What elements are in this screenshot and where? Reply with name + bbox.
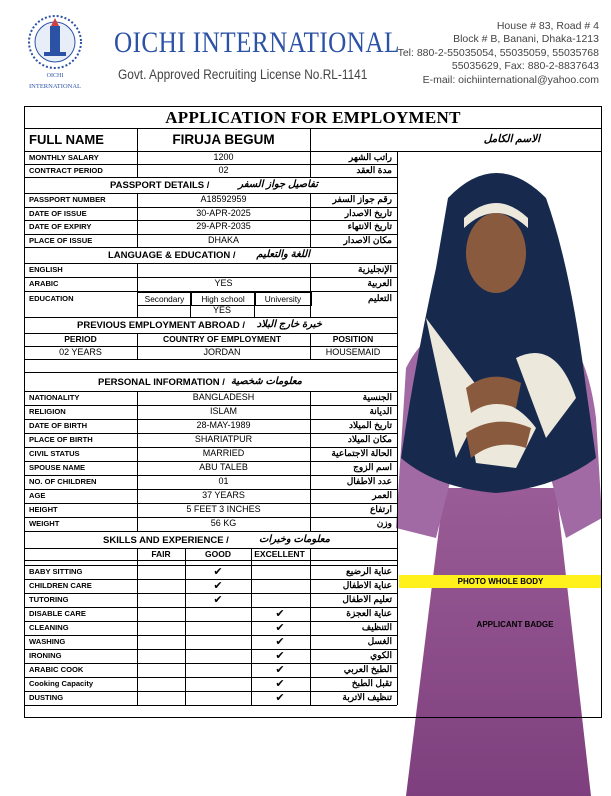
skill-col-header-2: EXCELLENT bbox=[254, 549, 305, 559]
address-line: House # 83, Road # 4 bbox=[496, 20, 599, 32]
passport-3-arabic: مكان الاصدار bbox=[343, 234, 392, 245]
company-address bbox=[359, 20, 599, 87]
language-1-arabic: العربية bbox=[367, 278, 392, 288]
skill-label-0: BABY SITTING bbox=[29, 567, 83, 576]
personal-9-label: WEIGHT bbox=[29, 519, 60, 528]
passport-2-value: 29-APR-2035 bbox=[196, 221, 251, 231]
passport-3-value: DHAKA bbox=[207, 234, 239, 245]
row-divider bbox=[24, 531, 397, 532]
prev-col-header-2: POSITION bbox=[332, 334, 374, 344]
skill-label-8: Cooking Capacity bbox=[29, 679, 94, 688]
address-line: Tel: 880-2-55035054, 55035059, 55035768 bbox=[397, 46, 599, 59]
col-divider bbox=[137, 193, 138, 247]
row-divider bbox=[24, 359, 397, 360]
svg-text:OICHI: OICHI bbox=[46, 73, 64, 79]
applicant-badge-label: APPLICANT BADGE bbox=[476, 620, 554, 629]
col-divider bbox=[254, 304, 255, 317]
passport-0-arabic: رقم جواز السفر bbox=[332, 194, 392, 204]
skill-check-icon-0: ✔ bbox=[213, 566, 223, 578]
language-section-arabic: اللغة والتعليم bbox=[256, 249, 310, 260]
personal-1-arabic: الديانة bbox=[369, 406, 392, 416]
personal-4-value: MARRIED bbox=[202, 448, 245, 458]
skill-check-icon-9: ✔ bbox=[275, 692, 285, 704]
col-divider bbox=[310, 391, 311, 531]
skill-arabic-8: تقبل الطبخ bbox=[351, 678, 392, 688]
col-divider bbox=[137, 548, 138, 705]
prev-employment-title: PREVIOUS EMPLOYMENT ABROAD / bbox=[77, 320, 246, 331]
company-logo bbox=[20, 6, 90, 94]
personal-1-label: RELIGION bbox=[29, 407, 66, 416]
personal-6-arabic: عدد الاطفال bbox=[346, 476, 392, 486]
personal-8-arabic: ارتفاع bbox=[369, 504, 392, 514]
passport-3-label: PLACE OF ISSUE bbox=[29, 235, 93, 245]
full-name-value: FIRUJA BEGUM bbox=[172, 132, 275, 147]
education-selected-value: YES bbox=[212, 305, 231, 315]
education-option-2: University bbox=[254, 292, 312, 306]
row-divider bbox=[24, 317, 397, 318]
skill-arabic-6: الكوي bbox=[370, 650, 392, 660]
basic-0-value: 1200 bbox=[213, 152, 234, 162]
passport-0-value: A18592959 bbox=[200, 194, 247, 204]
personal-4-arabic: الحالة الاجتماعية bbox=[331, 448, 392, 458]
row-divider bbox=[24, 372, 397, 373]
basic-1-value: 02 bbox=[218, 165, 229, 175]
col-divider bbox=[137, 151, 138, 177]
address-line: 55035629, Fax: 880-2-8837643 bbox=[451, 60, 599, 73]
row-divider bbox=[24, 177, 397, 178]
skill-col-header-0: FAIR bbox=[151, 549, 171, 559]
skill-col-header-1: GOOD bbox=[205, 549, 231, 559]
col-divider bbox=[310, 128, 311, 151]
skill-label-9: DUSTING bbox=[29, 693, 64, 702]
col-divider bbox=[397, 151, 398, 705]
passport-0-label: PASSPORT NUMBER bbox=[29, 195, 106, 204]
skill-arabic-9: تنظيف الاتربة bbox=[342, 692, 392, 702]
full-name-arabic: الاسم الكامل bbox=[483, 133, 540, 145]
prev-row-cell-0: 02 YEARS bbox=[59, 347, 102, 357]
passport-1-label: DATE OF ISSUE bbox=[29, 208, 87, 218]
language-1-label: ARABIC bbox=[29, 279, 59, 288]
form-title: APPLICATION FOR EMPLOYMENT bbox=[165, 108, 461, 127]
personal-2-label: DATE OF BIRTH bbox=[29, 421, 88, 430]
passport-2-arabic: تاريخ الانتهاء bbox=[347, 221, 392, 231]
skill-check-icon-6: ✔ bbox=[275, 650, 285, 662]
skill-check-icon-3: ✔ bbox=[275, 608, 285, 620]
personal-9-arabic: وزن bbox=[376, 518, 392, 528]
skill-arabic-7: الطبخ العربي bbox=[343, 664, 392, 674]
col-divider bbox=[185, 548, 186, 705]
personal-3-label: PLACE OF BIRTH bbox=[29, 435, 93, 444]
personal-2-arabic: تاريخ الميلاد bbox=[349, 420, 392, 430]
passport-1-value: 30-APR-2025 bbox=[196, 207, 251, 218]
skill-check-icon-7: ✔ bbox=[275, 664, 285, 676]
skills-section-title: SKILLS AND EXPERIENCE / bbox=[103, 535, 229, 546]
skills-section-arabic: معلومات وخبرات bbox=[259, 534, 330, 545]
skill-check-icon-1: ✔ bbox=[213, 580, 223, 592]
language-0-arabic: الإنجليزية bbox=[358, 264, 392, 274]
row-divider bbox=[24, 560, 397, 561]
skill-arabic-0: عناية الرضيع bbox=[345, 566, 392, 576]
personal-7-arabic: العمر bbox=[372, 490, 392, 500]
row-divider bbox=[24, 705, 397, 706]
education-option-1: High school bbox=[190, 292, 256, 306]
skill-arabic-5: الغسل bbox=[367, 636, 392, 646]
skill-label-3: DISABLE CARE bbox=[29, 609, 86, 618]
personal-4-label: CIVIL STATUS bbox=[29, 449, 80, 458]
skill-check-icon-5: ✔ bbox=[275, 636, 285, 648]
col-divider bbox=[310, 193, 311, 247]
col-divider bbox=[137, 128, 138, 151]
personal-7-label: AGE bbox=[29, 491, 46, 500]
prev-employment-arabic: خبرة خارج البلاد bbox=[256, 319, 322, 330]
row-divider bbox=[24, 128, 602, 129]
skill-check-icon-4: ✔ bbox=[275, 622, 285, 634]
personal-8-value: 5 FEET 3 INCHES bbox=[186, 504, 261, 514]
license-text: Govt. Approved Recruiting License No.RL-1141 bbox=[118, 67, 368, 82]
skill-arabic-2: تعليم الاطفال bbox=[342, 594, 392, 604]
education-arabic: التعليم bbox=[368, 293, 392, 303]
skill-label-4: CLEANING bbox=[29, 623, 69, 632]
address-line: Block # B, Banani, Dhaka-1213 bbox=[453, 33, 599, 46]
personal-5-arabic: اسم الزوج bbox=[353, 462, 392, 472]
personal-0-arabic: الجنسية bbox=[362, 392, 392, 402]
address-line: E-mail: oichiinternational@yahoo.com bbox=[422, 73, 599, 86]
personal-section-arabic: معلومات شخصية bbox=[230, 376, 302, 387]
personal-6-label: NO. OF CHILDREN bbox=[29, 477, 97, 486]
basic-0-label: MONTHLY SALARY bbox=[29, 153, 99, 162]
col-divider bbox=[310, 151, 311, 177]
col-divider bbox=[310, 333, 311, 359]
prev-col-header-0: PERIOD bbox=[64, 334, 97, 344]
col-divider bbox=[310, 263, 311, 317]
language-1-value: YES bbox=[214, 278, 233, 288]
skill-check-icon-8: ✔ bbox=[275, 678, 285, 690]
prev-col-header-1: COUNTRY OF EMPLOYMENT bbox=[162, 334, 282, 344]
prev-row-cell-1: JORDAN bbox=[203, 347, 241, 357]
skill-check-icon-2: ✔ bbox=[213, 594, 223, 606]
personal-5-label: SPOUSE NAME bbox=[29, 463, 86, 472]
personal-0-label: NATIONALITY bbox=[29, 393, 80, 402]
photo-label: PHOTO WHOLE BODY bbox=[399, 575, 602, 588]
col-divider bbox=[251, 548, 252, 705]
passport-section-arabic: تفاصيل جواز السفر bbox=[238, 179, 318, 190]
personal-5-value: ABU TALEB bbox=[199, 462, 248, 472]
skill-arabic-4: التنظيف bbox=[361, 622, 392, 632]
col-divider bbox=[137, 333, 138, 359]
col-divider bbox=[137, 391, 138, 531]
personal-7-value: 37 YEARS bbox=[202, 490, 245, 500]
basic-1-label: CONTRACT PERIOD bbox=[29, 166, 103, 175]
col-divider bbox=[310, 548, 311, 705]
basic-0-arabic: راتب الشهر bbox=[348, 152, 392, 162]
passport-1-arabic: تاريخ الاصدار bbox=[344, 207, 392, 218]
basic-1-arabic: مدة العقد bbox=[356, 165, 392, 175]
col-divider bbox=[137, 263, 138, 317]
personal-2-value: 28-MAY-1989 bbox=[196, 420, 251, 430]
personal-8-label: HEIGHT bbox=[29, 505, 58, 514]
personal-section-title: PERSONAL INFORMATION / bbox=[98, 377, 225, 388]
passport-section-title: PASSPORT DETAILS / bbox=[110, 180, 210, 191]
col-divider bbox=[190, 304, 191, 317]
personal-9-value: 56 KG bbox=[210, 518, 237, 528]
personal-3-value: SHARIATPUR bbox=[194, 434, 253, 444]
row-divider bbox=[24, 247, 397, 248]
skill-arabic-3: عناية العجزة bbox=[346, 608, 392, 618]
skill-label-1: CHILDREN CARE bbox=[29, 581, 92, 590]
passport-2-label: DATE OF EXPIRY bbox=[29, 222, 92, 231]
education-label: EDUCATION bbox=[29, 294, 74, 303]
prev-row-cell-2: HOUSEMAID bbox=[325, 347, 381, 357]
language-section-title: LANGUAGE & EDUCATION / bbox=[108, 250, 236, 261]
skill-label-6: IRONING bbox=[29, 651, 62, 660]
skill-label-2: TUTORING bbox=[29, 595, 69, 604]
company-name: OICHI INTERNATIONAL bbox=[114, 26, 400, 59]
skill-label-5: WASHING bbox=[29, 637, 66, 646]
full-name-label: FULL NAME bbox=[29, 132, 104, 147]
education-option-0: Secondary bbox=[137, 292, 192, 306]
personal-0-value: BANGLADESH bbox=[192, 392, 255, 402]
logo-text: INTERNATIONAL bbox=[29, 83, 81, 90]
language-0-label: ENGLISH bbox=[29, 265, 63, 274]
skill-label-7: ARABIC COOK bbox=[29, 665, 84, 674]
personal-6-value: 01 bbox=[218, 476, 229, 486]
personal-3-arabic: مكان الميلاد bbox=[347, 434, 392, 444]
skill-arabic-1: عناية الاطفال bbox=[342, 580, 392, 590]
personal-1-value: ISLAM bbox=[209, 406, 237, 416]
